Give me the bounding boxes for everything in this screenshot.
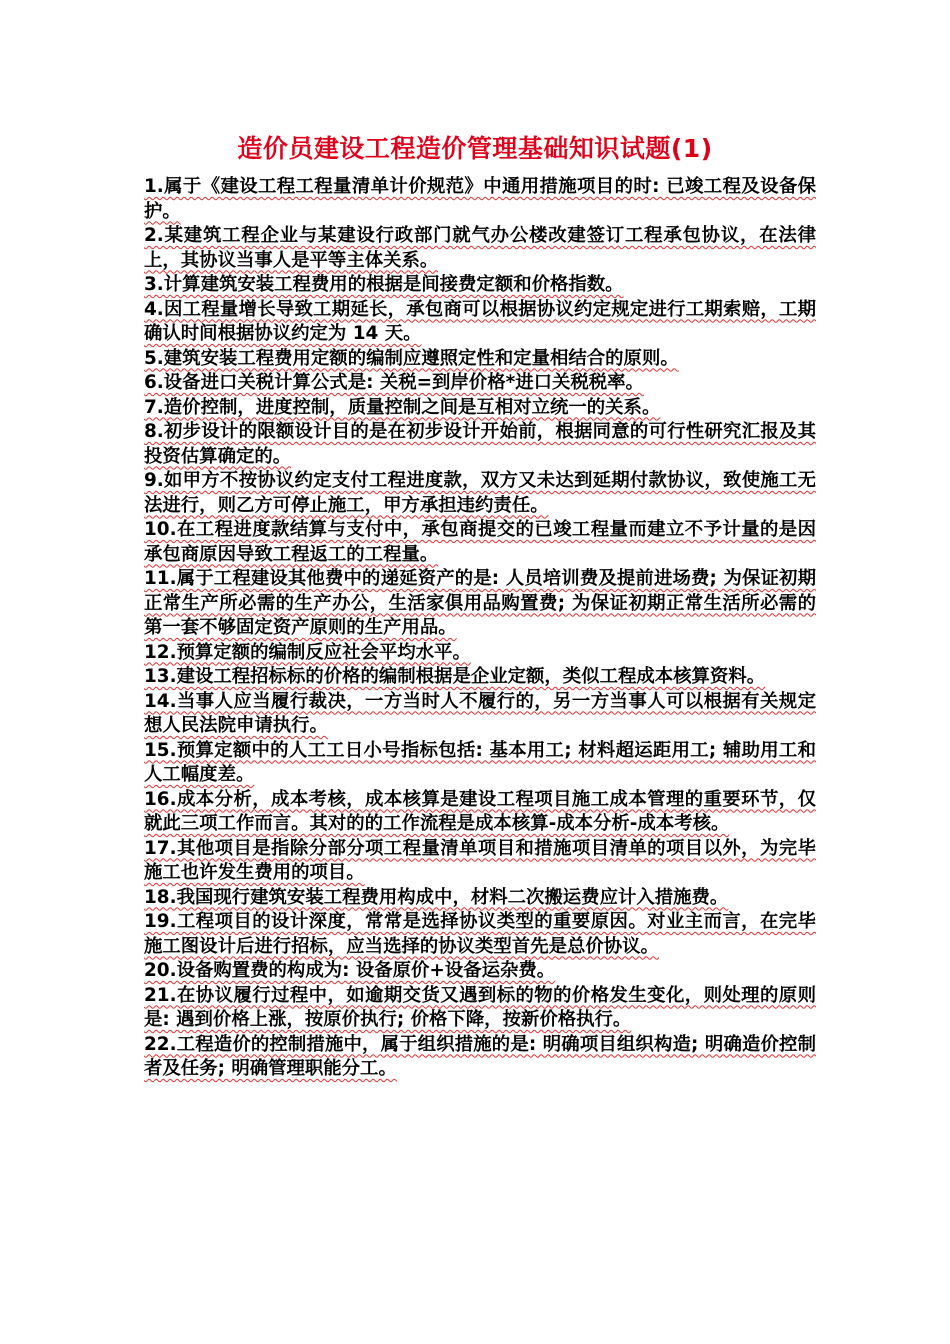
question-item-21: 21.在协议履行过程中，如逾期交货又遇到标的物的价格发生变化，则处理的原则是: 遇到价格上涨，按原价执行; 价格下降，按新价格执行。	[144, 984, 816, 1030]
question-item-1: 1.属于《建设工程工程量清单计价规范》中通用措施项目的时: 已竣工程及设备保护。	[144, 176, 816, 222]
question-item-2: 2.某建筑工程企业与某建设行政部门就气办公楼改建签订工程承包协议，在法律上，其协议当事人是平等主体关系。	[144, 225, 816, 271]
question-item-4: 4.因工程量增长导致工期延长，承包商可以根据协议约定规定进行工期索赔，工期确认时间根据协议约定为 14 天。	[144, 298, 816, 344]
question-item-6: 6.设备进口关税计算公式是: 关税=到岸价格*进口关税税率。	[144, 372, 644, 393]
question-item-16: 16.成本分析，成本考核，成本核算是建设工程项目施工成本管理的重要环节，仅就此三项工作而言。其对的的工作流程是成本核算-成本分析-成本考核。	[144, 788, 816, 834]
document-title: 造价员建设工程造价管理基础知识试题(1)	[237, 134, 713, 163]
question-item-5: 5.建筑安装工程费用定额的编制应遵照定性和定量相结合的原则。	[144, 347, 679, 369]
question-item-22: 22.工程造价的控制措施中，属于组织措施的是: 明确项目组织构造; 明确造价控制者及任务; 明确管理职能分工。	[144, 1033, 816, 1079]
question-list	[144, 175, 816, 1082]
question-item-19: 19.工程项目的设计深度，常常是选择协议类型的重要原因。对业主而言，在完毕施工图设计后进行招标，应当选择的协议类型首先是总价协议。	[144, 911, 816, 957]
question-item-18: 18.我国现行建筑安装工程费用构成中，材料二次搬运费应计入措施费。	[144, 886, 729, 908]
question-item-7: 7.造价控制，进度控制，质量控制之间是互相对立统一的关系。	[144, 396, 661, 418]
question-item-11: 11.属于工程建设其他费中的递延资产的是: 人员培训费及提前进场费; 为保证初期正常生产所必需的生产办公，生活家俱用品购置费; 为保证初期正常生活所必需的第一套不够固定资产原则的生产用品。	[144, 568, 816, 638]
question-item-20: 20.设备购置费的构成为: 设备原价+设备运杂费。	[144, 960, 556, 981]
question-item-9: 9.如甲方不按协议约定支付工程进度款，双方又未达到延期付款协议，致使施工无法进行，则乙方可停止施工，甲方承担违约责任。	[144, 470, 816, 516]
question-item-8: 8.初步设计的限额设计目的是在初步设计开始前，根据同意的可行性研究汇报及其投资估算确定的。	[144, 421, 816, 467]
question-item-3: 3.计算建筑安装工程费用的根据是间接费定额和价格指数。	[144, 274, 624, 295]
question-item-13: 13.建设工程招标标的价格的编制根据是企业定额，类似工程成本核算资料。	[144, 666, 766, 687]
question-item-12: 12.预算定额的编制反应社会平均水平。	[144, 641, 471, 663]
question-item-10: 10.在工程进度款结算与支付中，承包商提交的已竣工程量而建立不予计量的是因承包商原因导致工程返工的工程量。	[144, 519, 816, 565]
question-item-14: 14.当事人应当履行裁决，一方当时人不履行的，另一方当事人可以根据有关规定想人民法院申请执行。	[144, 690, 816, 736]
question-item-15: 15.预算定额中的人工工日小号指标包括: 基本用工; 材料超运距用工; 辅助用工和人工幅度差。	[144, 739, 816, 785]
question-item-17: 17.其他项目是指除分部分项工程量清单项目和措施项目清单的项目以外，为完毕施工也许发生费用的项目。	[144, 837, 816, 883]
